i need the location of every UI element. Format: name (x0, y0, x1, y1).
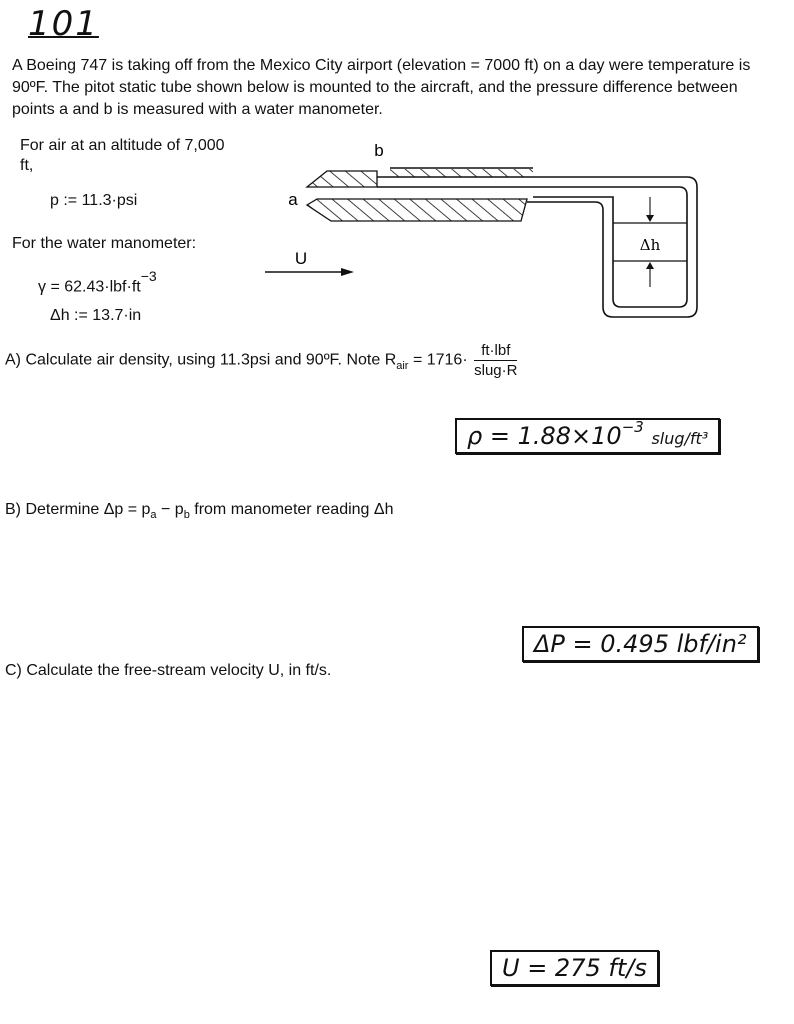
r-air-units-numerator: ft·lbf (474, 342, 517, 361)
r-air-units-denominator: slug·R (474, 362, 518, 379)
problem-number: 101 (28, 4, 99, 44)
dh-arrowhead-bottom (646, 262, 654, 269)
part-b-answer-box: ΔP = 0.495 lbf/in² (522, 626, 759, 662)
tube-upper-wall (307, 171, 377, 187)
manometer-heading: For the water manometer: (12, 235, 197, 252)
gamma-exponent: −3 (140, 268, 157, 284)
part-b-text-2: − p (156, 501, 184, 518)
part-c-answer-box: U = 275 ft/s (490, 950, 659, 986)
air-heading: For air at an altitude of 7,000 ft, (20, 137, 225, 174)
gamma-text: γ = 62.43·lbf·ft (38, 278, 141, 296)
r-air-equals: = 1716· (412, 351, 468, 369)
velocity-u-label: U (294, 249, 308, 268)
tube-lower-wall (307, 199, 527, 221)
part-b-text-1: B) Determine Δp = p (5, 501, 151, 518)
r-air-units-fraction (474, 342, 517, 379)
part-a-question (5, 342, 517, 379)
part-a-answer-box (455, 418, 720, 454)
part-b-sub-a: a (150, 509, 157, 521)
dh-label: Δh (639, 236, 661, 254)
point-a-label: a (288, 190, 298, 209)
part-c-question: C) Calculate the free-stream velocity U, in ft/s. (5, 662, 332, 679)
pitot-tube-diagram (255, 135, 715, 335)
part-b-text-3: from manometer reading Δh (189, 501, 394, 518)
part-a-text: A) Calculate air density, using 11.3psi and 90ºF. Note (5, 351, 381, 369)
delta-h-value: Δh := 13.7·in (50, 307, 142, 324)
part-a-answer-main: ρ = 1.88×10 (467, 422, 622, 450)
part-b-sub-b: b (183, 509, 190, 521)
point-b-label: b (374, 141, 384, 160)
part-b-question (5, 501, 393, 519)
dh-arrowhead-top (646, 215, 654, 222)
r-air-symbol: R (384, 351, 397, 369)
r-air-subscript: air (396, 359, 409, 372)
part-a-answer-unit: slug/ft³ (651, 429, 709, 448)
gamma-value (38, 270, 157, 297)
problem-statement: A Boeing 747 is taking off from the Mexico City airport (elevation = 7000 ft) on a day were temperature is 90ºF. The pitot static tube shown below is mounted to the aircraft, and the pressure difference between points a and b is measured with a water manometer. (12, 57, 751, 118)
pressure-value: p := 11.3·psi (50, 192, 138, 209)
velocity-arrowhead (341, 268, 354, 276)
outer-wall-hatch (390, 169, 533, 177)
part-a-answer-exp: −3 (621, 418, 644, 436)
